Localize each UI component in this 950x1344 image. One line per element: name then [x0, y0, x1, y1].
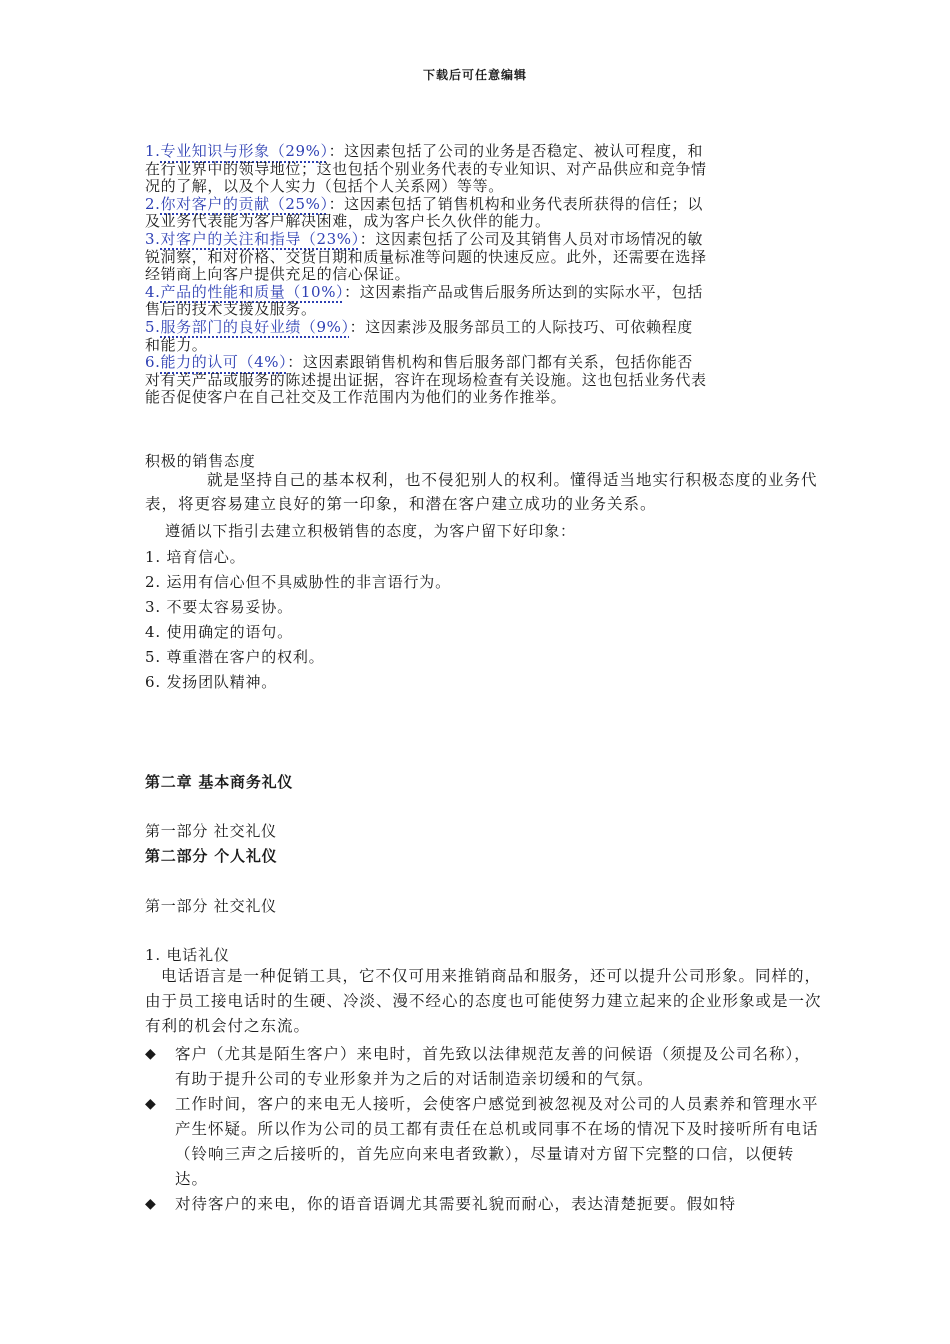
attitude-item-2: 2. 运用有信心但不具威胁性的非言语行为。 — [145, 573, 451, 591]
phone-etiquette-title: 1. 电话礼仪 — [145, 946, 230, 964]
attitude-item-3: 3. 不要太容易妥协。 — [145, 598, 293, 616]
factor-6-line-3: 能否促使客户在自己社交及工作范围内为他们的业务作推举。 — [145, 388, 567, 407]
factor-1-line-3: 况的了解，以及个人实力（包括个人关系网）等等。 — [145, 177, 504, 196]
attitude-paragraph-2: 遵循以下指引去建立积极销售的态度，为客户留下好印象： — [165, 522, 576, 540]
factor-list — [145, 143, 815, 407]
factor-link[interactable]: 对客户的关注和指导（23%） — [160, 229, 360, 248]
factor-link[interactable]: 能力的认可（4%） — [160, 353, 288, 372]
bullet-text: 对待客户的来电，你的语音语调尤其需要礼貌而耐心，表达清楚扼要。假如特 — [175, 1195, 737, 1213]
diamond-bullet-icon: ◆ — [145, 1096, 157, 1112]
page-header: 下载后可任意编辑 — [422, 68, 527, 82]
attitude-paragraph-1: 就是坚持自己的基本权利，也不侵犯别人的权利。懂得适当地实行积极态度的业务代表，将更容易建立良好的第一印象，和潜在客户建立成功的业务关系。 — [145, 471, 818, 513]
factor-6-line-1: 6.能力的认可（4%）：这因素跟销售机构和售后服务部门都有关系，包括你能否 — [145, 353, 693, 372]
attitude-title: 积极的销售态度 — [145, 452, 256, 470]
factor-6-line-2: 对有关产品或服务的陈述提出证据，容许在现场检查有关设施。这也包括业务代表 — [145, 370, 707, 389]
diamond-bullet-icon: ◆ — [145, 1196, 157, 1212]
factor-link[interactable]: 产品的性能和质量（10%） — [160, 282, 345, 301]
factor-5-line-1: 5.服务部门的良好业绩（9%）：这因素涉及服务部员工的人际技巧、可依赖程度 — [145, 317, 693, 336]
factor-5-line-2: 和能力。 — [145, 335, 208, 354]
bullet-text: 客户（尤其是陌生客户）来电时，首先致以法律规范友善的问候语（须提及公司名称），有助于提升公司的专业形象并为之后的对话制造亲切缓和的气氛。 — [175, 1045, 811, 1088]
factor-4-line-1: 4.产品的性能和质量（10%）：这因素指产品或售后服务所达到的实际水平，包括 — [145, 282, 703, 301]
factor-2-line-2: 及业务代表能为客户解决困难，成为客户长久伙伴的能力。 — [145, 212, 551, 231]
diamond-bullet-icon: ◆ — [145, 1046, 157, 1062]
factor-number: 6. — [145, 353, 161, 372]
factor-1-line-1: 1.专业知识与形象（29%）：这因素包括了公司的业务是否稳定、被认可程度，和 — [145, 142, 703, 160]
factor-4-line-2: 售后的技术支援及服务。 — [145, 300, 317, 319]
part-2-heading: 第二部分 个人礼仪 — [145, 847, 278, 865]
factor-number: 1. — [145, 142, 161, 160]
phone-intro: 电话语言是一种促销工具，它不仅可用来推销商品和服务，还可以提升公司形象。同样的，由于员工接电话时的生硬、冷淡、漫不经心的态度也可能使努力建立起来的企业形象或是一次有利的机会付之东流。 — [145, 967, 822, 1035]
part-1-heading: 第一部分 社交礼仪 — [145, 822, 277, 840]
part-1-heading-repeat: 第一部分 社交礼仪 — [145, 897, 277, 915]
attitude-item-6: 6. 发扬团队精神。 — [145, 673, 278, 691]
factor-1-line-2: 在行业界中的领导地位；这也包括个别业务代表的专业知识、对产品供应和竞争情 — [145, 159, 707, 178]
factor-3-line-1: 3.对客户的关注和指导（23%）：这因素包括了公司及其销售人员对市场情况的敏 — [145, 229, 703, 248]
chapter-title: 第二章 基本商务礼仪 — [145, 773, 294, 791]
bullet-text: 工作时间，客户的来电无人接听，会使客户感觉到被忽视及对公司的人员素养和管理水平产生怀疑。所以作为公司的员工都有责任在总机或同事不在场的情况下及时接听所有电话（铃响三声之后接听的，首先应向来电者致歉），尽量请对方留下完整的口信，以便转达。 — [175, 1095, 819, 1188]
factor-number: 2. — [145, 194, 161, 213]
factor-number: 4. — [145, 282, 161, 301]
attitude-item-4: 4. 使用确定的语句。 — [145, 623, 293, 641]
factor-link[interactable]: 你对客户的贡献（25%） — [160, 194, 329, 213]
factor-number: 3. — [145, 229, 161, 248]
attitude-item-5: 5. 尊重潜在客户的权利。 — [145, 648, 325, 666]
factor-2-line-1: 2.你对客户的贡献（25%）：这因素包括了销售机构和业务代表所获得的信任；以 — [145, 194, 703, 213]
factor-3-line-2: 锐洞察，和对价格、交货日期和质量标准等问题的快速反应。此外，还需要在选择 — [145, 247, 707, 266]
factor-3-line-3: 经销商上向客户提供充足的信心保证。 — [145, 265, 411, 284]
factor-link[interactable]: 专业知识与形象（29%） — [160, 142, 329, 160]
factor-number: 5. — [145, 317, 161, 336]
factor-link[interactable]: 服务部门的良好业绩（9%） — [160, 317, 350, 336]
attitude-item-1: 1. 培育信心。 — [145, 548, 246, 566]
